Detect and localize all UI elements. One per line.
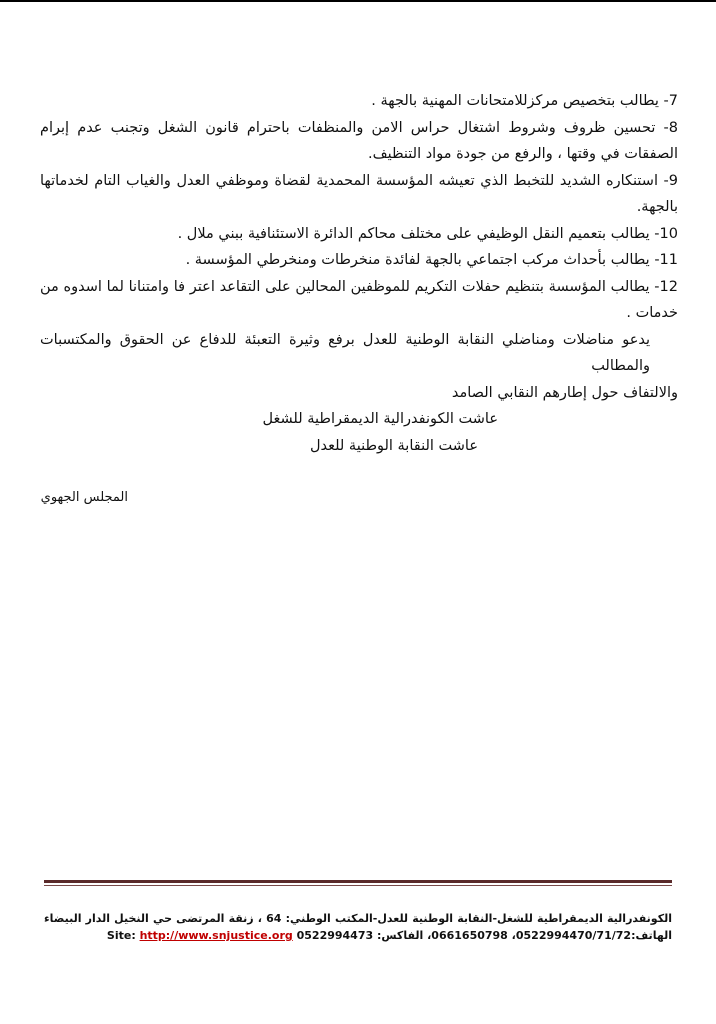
demand-item-11: 11- يطالب بأحداث مركب اجتماعي بالجهة لفائدة منخرطات ومنخرطي المؤسسة . — [185, 252, 678, 268]
footer-divider — [44, 880, 672, 886]
demand-item-8: 8- تحسين ظروف وشروط اشتغال حراس الامن والمنظفات باحترام قانون الشغل وتجنب عدم إبرام الصفقات في وقتها ، والرفع من جودة مواد التنظيف. — [40, 119, 678, 162]
slogan-confederation: عاشت الكونفدرالية الديمقراطية للشغل — [262, 411, 498, 427]
demand-item-10: 10- يطالب بتعميم النقل الوظيفي على مختلف محاكم الدائرة الاستئنافية ببني ملال . — [177, 225, 678, 242]
footer — [44, 910, 672, 944]
slogan-union: عاشت النقابة الوطنية للعدل — [309, 437, 478, 454]
demand-item-7: 7- يطالب بتخصيص مركزللامتحانات المهنية بالجهة . — [371, 93, 678, 109]
demand-item-12: 12- يطالب المؤسسة بتنظيم حفلات التكريم للموظفين المحالين على التقاعد اعتر فا وامتنانا لما اسدوه من خدمات . — [40, 278, 678, 321]
footer-site-link[interactable]: http://www.snjustice.org — [139, 929, 293, 942]
demand-item-9: 9- استنكاره الشديد للتخبط الذي تعيشه المؤسسة المحمدية لقضاة وموظفي العدل والغياب التام لخدماتها بالجهة. — [40, 172, 678, 215]
top-border — [0, 0, 716, 2]
footer-phone-fax: الهاتف:0522994470/71/72، 0661650798، الفاكس: 0522994473 — [296, 929, 672, 942]
appeal-line-1: يدعو مناضلات ومناضلي النقابة الوطنية للعدل برفع وثيرة التعبئة للدفاع عن الحقوق والمكتسبات والمطالب — [40, 331, 650, 374]
footer-site — [107, 929, 293, 942]
footer-site-label: Site: — [106, 929, 136, 942]
appeal-line-2: والالتفاف حول إطارهم النقابي الصامد — [451, 384, 678, 401]
footer-contact — [44, 927, 672, 944]
document-body — [40, 88, 678, 459]
signature-regional-council: المجلس الجهوي — [40, 490, 128, 505]
footer-address: الكونفدرالية الديمقراطية للشغل-النقابة الوطنية للعدل-المكتب الوطني: 64 ، زنقة المرتضى حي النخيل الدار البيضاء — [44, 912, 672, 925]
